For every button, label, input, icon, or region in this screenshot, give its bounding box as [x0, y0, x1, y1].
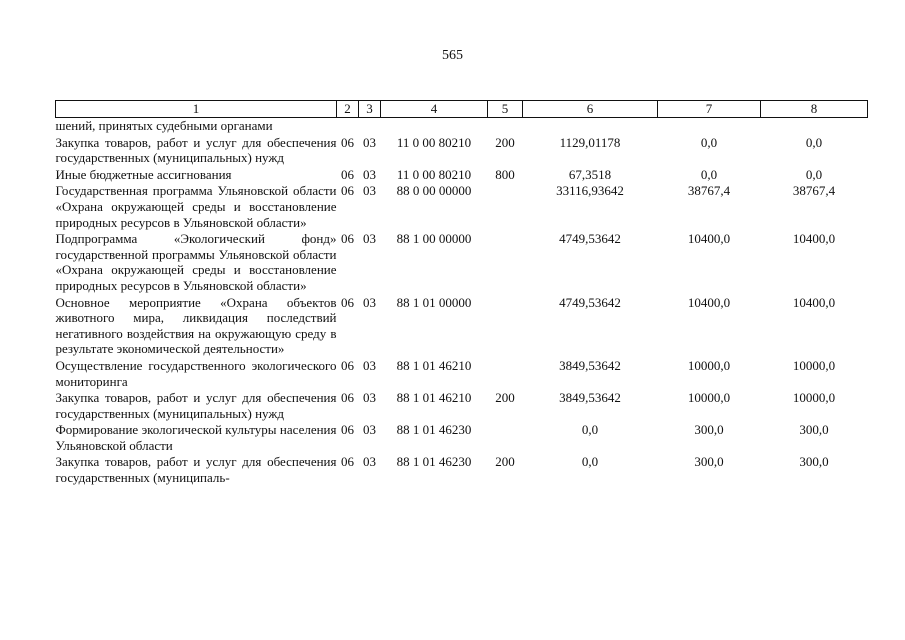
header-row: [56, 101, 868, 118]
row-expense-type: 200: [495, 390, 515, 406]
row-section-code: 06: [341, 390, 354, 406]
row-amount-col6: 0,0: [581, 422, 599, 438]
row-name: Государственная программа Ульяновской области «Охрана окружающей среды и восстановление природных ресурсов в Ульяновской области»: [55, 183, 337, 230]
row-amount-col8: [761, 118, 868, 134]
row-name: Формирование экологической культуры населения Ульяновской области: [55, 422, 337, 453]
row-expense-type: [488, 230, 523, 293]
row-amount-col7: 0,0: [700, 166, 718, 182]
row-subsection-code: 03: [363, 357, 376, 373]
row-expense-type: [488, 294, 523, 357]
column-header: 1: [56, 101, 337, 118]
row-amount-col8: 300,0: [799, 454, 829, 470]
row-amount-col7: 10400,0: [687, 231, 731, 247]
row-expense-type: [488, 182, 523, 230]
column-header: 3: [359, 101, 381, 118]
row-section-code: 06: [341, 183, 354, 199]
row-amount-col7: 10000,0: [687, 357, 731, 373]
row-amount-col6: 67,3518: [568, 166, 612, 182]
row-amount-col6: 3849,53642: [559, 357, 621, 373]
row-section-code: 06: [341, 134, 354, 150]
row-amount-col6: 1129,01178: [559, 134, 621, 150]
row-name: Основное мероприятие «Охрана объектов животного мира, ликвидация последствий негативного воздействия на окружающую среду в результате экономической деятельности»: [55, 294, 337, 357]
row-amount-col7: [658, 118, 761, 134]
table-row: [56, 453, 868, 485]
row-amount-col8: 38767,4: [792, 183, 836, 199]
row-amount-col6: 4749,53642: [559, 231, 621, 247]
row-amount-col8: 10400,0: [792, 294, 836, 310]
row-expense-type: [488, 118, 523, 134]
row-expense-type: 200: [495, 134, 515, 150]
column-header: 5: [488, 101, 523, 118]
row-amount-col7: 10400,0: [687, 294, 731, 310]
row-amount-col6: 33116,93642: [556, 183, 624, 199]
row-target-article: 88 1 01 46230: [396, 454, 472, 470]
row-target-article: 11 0 00 80210: [396, 134, 472, 150]
row-amount-col7: 300,0: [694, 422, 724, 438]
row-target-article: [381, 118, 488, 134]
column-header: 6: [523, 101, 658, 118]
column-header: 8: [761, 101, 868, 118]
row-target-article: 88 1 01 00000: [396, 294, 472, 310]
table-row: [56, 230, 868, 293]
row-amount-col7: 38767,4: [687, 183, 731, 199]
row-name: Закупка товаров, работ и услуг для обеспечения государственных (муниципальных) нужд: [55, 390, 337, 421]
row-subsection-code: 03: [363, 390, 376, 406]
column-header: 4: [381, 101, 488, 118]
row-name: Осуществление государственного экологического мониторинга: [55, 357, 337, 389]
row-subsection-code: [359, 118, 381, 134]
row-amount-col8: 0,0: [805, 134, 823, 150]
row-amount-col6: [523, 118, 658, 134]
table-row: [56, 357, 868, 389]
row-expense-type: 200: [495, 454, 515, 470]
row-target-article: 11 0 00 80210: [396, 166, 472, 182]
table-row: [56, 118, 868, 134]
row-amount-col8: 10000,0: [792, 390, 836, 406]
row-section-code: 06: [341, 166, 354, 182]
row-amount-col8: 10400,0: [792, 231, 836, 247]
row-amount-col6: 4749,53642: [559, 294, 621, 310]
row-expense-type: [488, 421, 523, 453]
row-subsection-code: 03: [363, 422, 376, 438]
row-name: Закупка товаров, работ и услуг для обеспечения государственных (муниципальных) нужд: [55, 134, 337, 166]
row-amount-col6: 3849,53642: [559, 390, 621, 406]
row-amount-col7: 0,0: [700, 134, 718, 150]
row-amount-col7: 10000,0: [687, 390, 731, 406]
table-row: [56, 166, 868, 183]
table-row: [56, 389, 868, 421]
row-amount-col8: 0,0: [805, 166, 823, 182]
row-amount-col6: 0,0: [581, 454, 599, 470]
row-section-code: 06: [341, 454, 354, 470]
row-section-code: [337, 118, 359, 134]
table-row: [56, 182, 868, 230]
row-name: шений, принятых судебными органами: [55, 118, 273, 133]
row-expense-type: 800: [495, 166, 515, 182]
column-header: 2: [337, 101, 359, 118]
row-name: Подпрограмма «Экологический фонд» государственной программы Ульяновской области «Охрана окружающей среды и восстановление природных ресурсов в Ульяновской области»: [55, 231, 337, 293]
row-section-code: 06: [341, 231, 354, 247]
row-target-article: 88 0 00 00000: [396, 183, 472, 199]
row-section-code: 06: [341, 357, 354, 373]
row-section-code: 06: [341, 422, 354, 438]
row-amount-col8: 10000,0: [792, 357, 836, 373]
row-subsection-code: 03: [363, 294, 376, 310]
budget-table: [55, 100, 868, 486]
row-amount-col8: 300,0: [799, 422, 829, 438]
table-row: [56, 421, 868, 453]
row-amount-col7: 300,0: [694, 454, 724, 470]
row-subsection-code: 03: [363, 231, 376, 247]
row-section-code: 06: [341, 294, 354, 310]
row-target-article: 88 1 01 46210: [396, 390, 472, 406]
row-target-article: 88 1 00 00000: [396, 231, 472, 247]
row-subsection-code: 03: [363, 454, 376, 470]
table-row: [56, 134, 868, 166]
row-subsection-code: 03: [363, 166, 376, 182]
row-subsection-code: 03: [363, 134, 376, 150]
table-body: [56, 118, 868, 486]
row-target-article: 88 1 01 46210: [396, 357, 472, 373]
column-header: 7: [658, 101, 761, 118]
table-row: [56, 294, 868, 357]
row-subsection-code: 03: [363, 183, 376, 199]
row-expense-type: [488, 357, 523, 389]
row-name: Закупка товаров, работ и услуг для обеспечения государственных (муниципаль-: [55, 454, 337, 486]
row-target-article: 88 1 01 46230: [396, 422, 472, 438]
row-name: Иные бюджетные ассигнования: [55, 166, 232, 182]
page-number: 565: [442, 48, 463, 63]
